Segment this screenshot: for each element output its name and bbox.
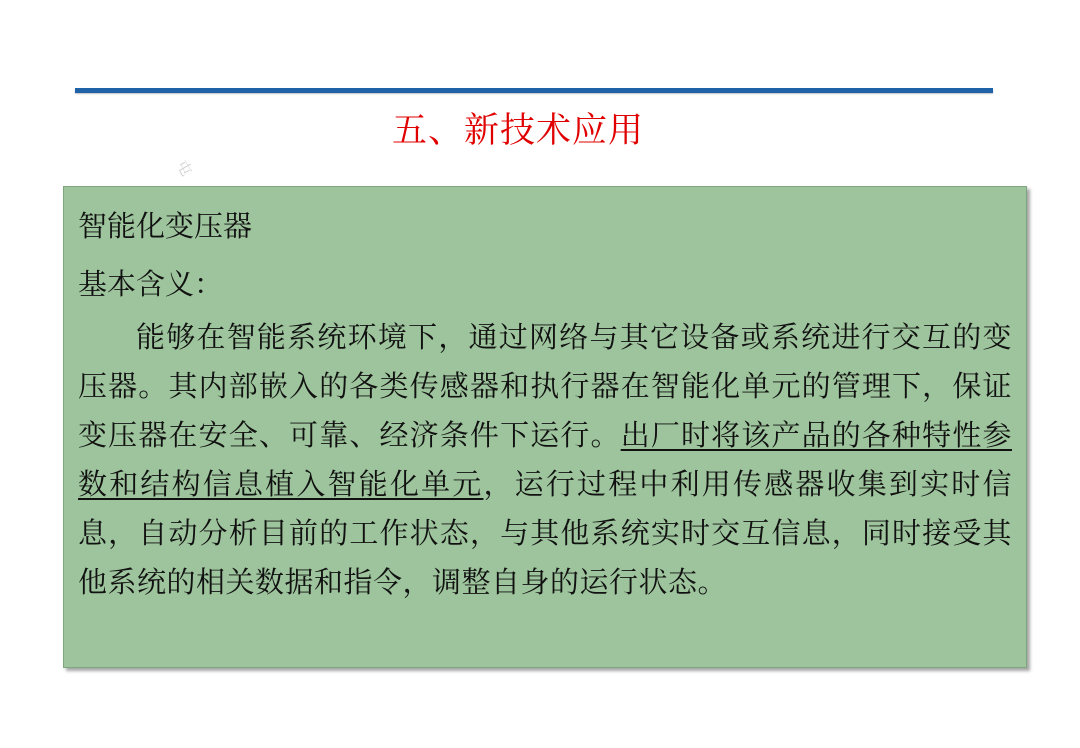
slide-title: 五、新技术应用 xyxy=(391,111,644,151)
definition-paragraph xyxy=(78,313,1012,607)
top-divider-line xyxy=(75,88,993,93)
content-box xyxy=(63,186,1027,668)
definition-text-part2: ，运行过程中利用传感器收集到实时信息，自动分析目前的工作状态，与其他系统实时交互信息，同时接受其他系统的相关数据和指令，调整自身的运行状态。 xyxy=(78,467,1012,599)
definition-underlined-text: 出厂时将该产品的各种特性参数和结构信息植入智能化单元 xyxy=(78,418,1012,501)
section-subheading: 基本含义： xyxy=(78,267,224,301)
definition-text-part1: 能够在智能系统环境下，通过网络与其它设备或系统进行交互的变压器。其内部嵌入的各类传感器和执行器在智能化单元的管理下，保证变压器在安全、可靠、经济条件下运行。 xyxy=(78,320,1012,452)
section-heading: 智能化变压器 xyxy=(78,209,253,243)
watermark-text: 屯 xyxy=(172,157,196,180)
